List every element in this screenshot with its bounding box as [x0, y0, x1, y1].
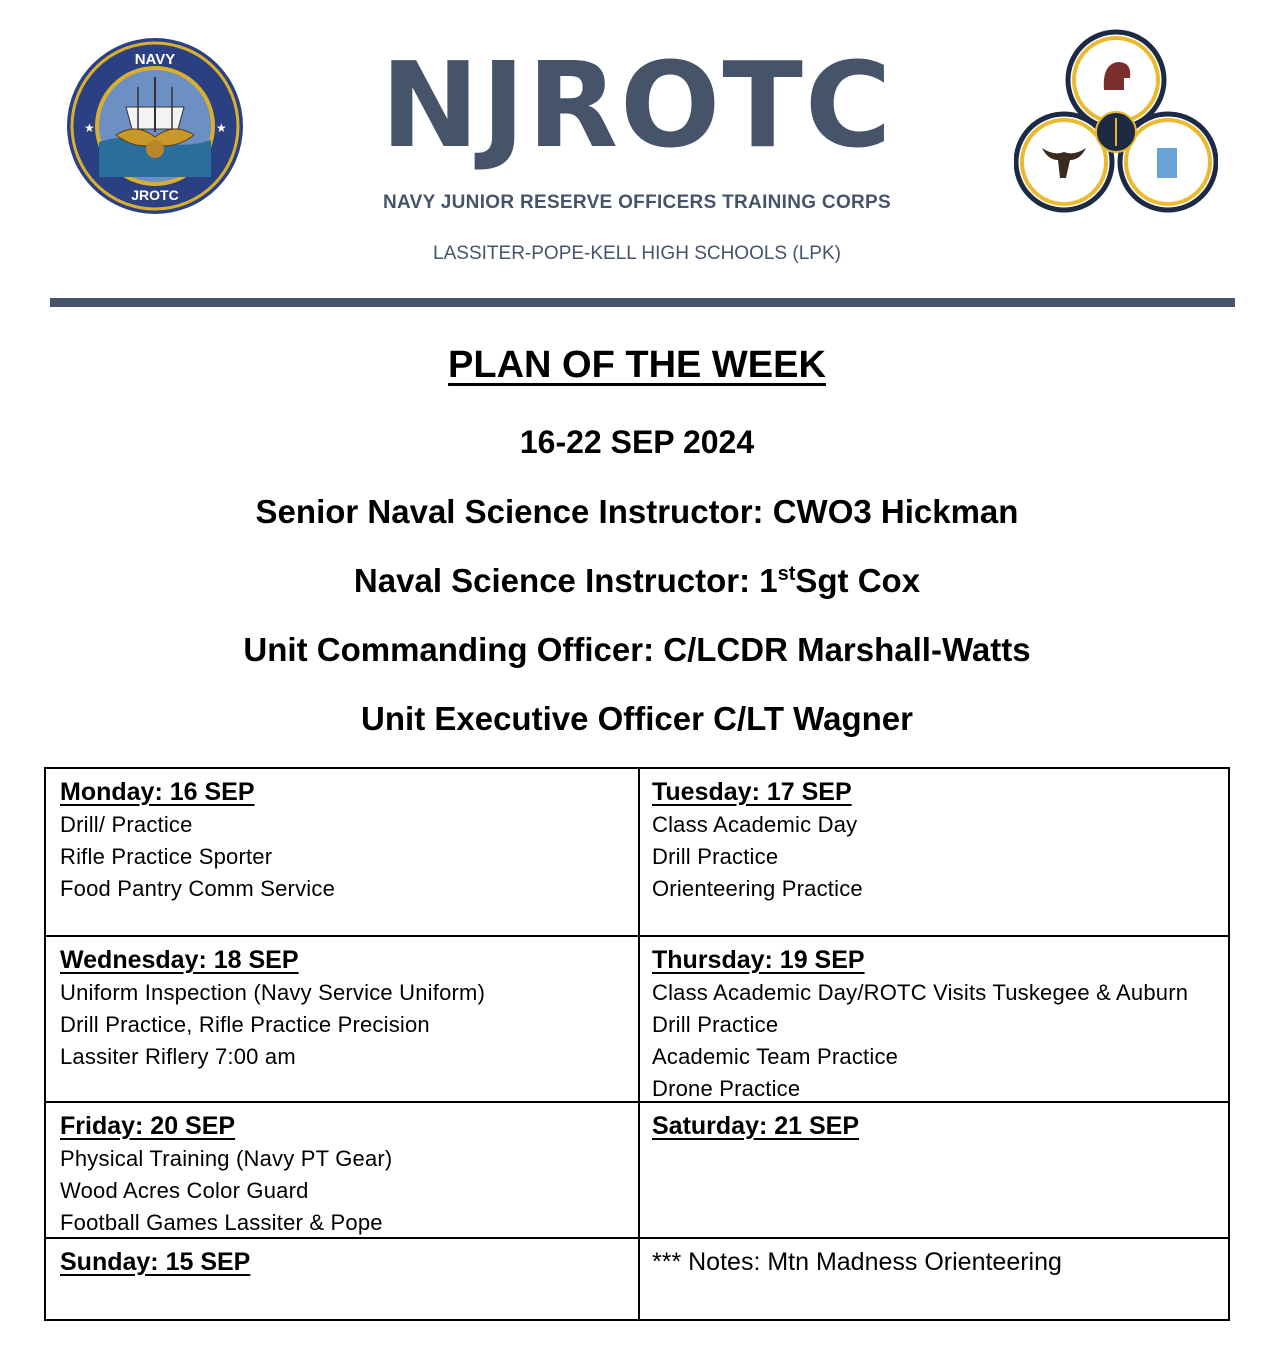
commanding-officer: Unit Commanding Officer: C/LCDR Marshall-Watts: [243, 631, 1031, 668]
schedule-item: Drill/ Practice: [60, 812, 193, 837]
day-heading: Monday: 16 SEP: [60, 778, 255, 806]
naval-science-instructor: Naval Science Instructor: 1stSgt Cox: [353, 562, 921, 599]
schedule-cell-friday: [46, 1105, 638, 1239]
header-divider: [50, 298, 1235, 307]
senior-instructor: Senior Naval Science Instructor: CWO3 Hickman: [255, 493, 1019, 530]
schedule-item: Class Academic Day: [652, 812, 858, 837]
plan-heading: PLAN OF THE WEEK: [448, 344, 826, 386]
schedule-item: Lassiter Riflery 7:00 am: [60, 1044, 296, 1069]
schedule-item: Food Pantry Comm Service: [60, 876, 335, 901]
plan-dates: 16-22 SEP 2024: [519, 424, 755, 460]
schedule-cell-sunday: [46, 1241, 638, 1279]
schedule-item: Wood Acres Color Guard: [60, 1178, 309, 1203]
schedule-item: Rifle Practice Sporter: [60, 844, 273, 869]
executive-officer: Unit Executive Officer C/LT Wagner: [361, 700, 913, 737]
notes-text: *** Notes: Mtn Madness Orienteering: [652, 1248, 1062, 1276]
schedule-item: Class Academic Day/ROTC Visits Tuskegee & Auburn: [652, 980, 1189, 1005]
letter-f-icon: [1157, 148, 1177, 178]
day-heading: Thursday: 19 SEP: [652, 946, 865, 974]
schedule-item: Drill Practice: [652, 844, 779, 869]
star-icon: ★: [84, 121, 95, 135]
schedule-item: Orienteering Practice: [652, 876, 863, 901]
day-heading: Saturday: 21 SEP: [652, 1112, 860, 1140]
day-heading: Sunday: 15 SEP: [60, 1248, 251, 1276]
schedule-cell-notes: [638, 1241, 1230, 1279]
lpk-schools-emblem-logo: [1014, 28, 1218, 214]
schedule-cell-thursday: [638, 939, 1230, 1105]
day-heading: Tuesday: 17 SEP: [652, 778, 852, 806]
weekly-schedule-table: [44, 767, 1230, 1321]
schedule-cell-monday: [46, 771, 638, 905]
day-heading: Wednesday: 18 SEP: [60, 946, 299, 974]
schedule-item: Drill Practice: [652, 1012, 779, 1037]
organization-name: NAVY JUNIOR RESERVE OFFICERS TRAINING CORPS: [382, 192, 892, 213]
schedule-item: Academic Team Practice: [652, 1044, 899, 1069]
schedule-cell-wednesday: [46, 939, 638, 1073]
page-title: NJROTC: [380, 36, 894, 174]
seal-top-text: NAVY: [134, 51, 176, 68]
day-heading: Friday: 20 SEP: [60, 1112, 236, 1140]
schedule-item: Drone Practice: [652, 1076, 801, 1101]
seal-bottom-text: JROTC: [131, 187, 179, 203]
star-icon: ★: [216, 121, 227, 135]
schedule-item: Football Games Lassiter & Pope: [60, 1210, 383, 1235]
schedule-item: Physical Training (Navy PT Gear): [60, 1146, 393, 1171]
schedule-cell-saturday: [638, 1105, 1230, 1143]
schedule-item: Drill Practice, Rifle Practice Precision: [60, 1012, 430, 1037]
schedule-cell-tuesday: [638, 771, 1230, 905]
school-name: LASSITER-POPE-KELL HIGH SCHOOLS (LPK): [433, 243, 841, 264]
row-divider: [46, 935, 1228, 937]
schedule-item: Uniform Inspection (Navy Service Uniform): [60, 980, 486, 1005]
